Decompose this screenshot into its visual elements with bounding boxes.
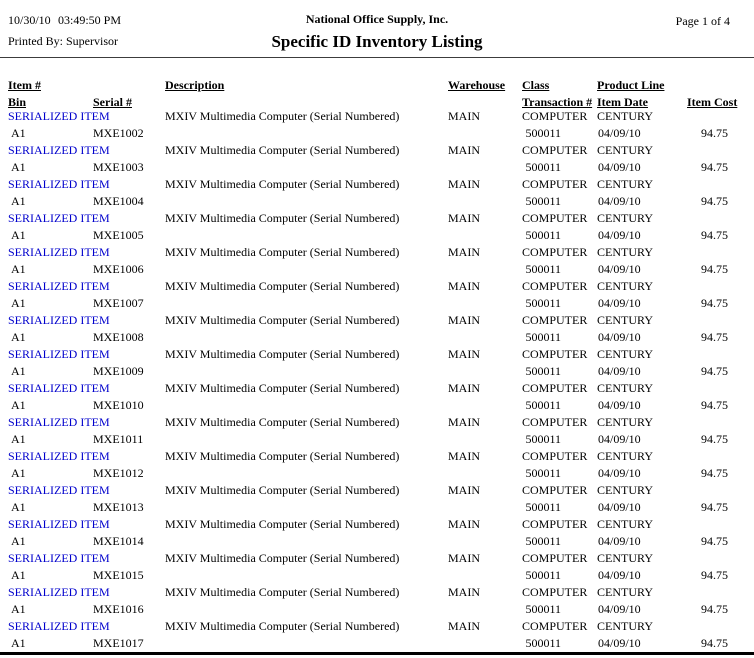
product-line-value: CENTURY bbox=[597, 279, 654, 293]
item-description: MXIV Multimedia Computer (Serial Numbered) bbox=[165, 551, 400, 565]
class-value: COMPUTER bbox=[522, 551, 588, 565]
class-value: COMPUTER bbox=[522, 245, 588, 259]
item-number-link[interactable]: SERIALIZED ITEM bbox=[8, 109, 110, 123]
class-value: COMPUTER bbox=[522, 109, 588, 123]
warehouse-value: MAIN bbox=[448, 109, 480, 123]
bin-value: A1 bbox=[11, 160, 26, 174]
serial-number-value: MXE1016 bbox=[93, 602, 144, 616]
item-number-link[interactable]: SERIALIZED ITEM bbox=[8, 551, 110, 565]
table-row bbox=[0, 312, 754, 346]
item-number-link[interactable]: SERIALIZED ITEM bbox=[8, 415, 110, 429]
class-value: COMPUTER bbox=[522, 143, 588, 157]
transaction-number-value: 500011 bbox=[525, 330, 561, 344]
item-cost-value: 94.75 bbox=[701, 364, 728, 378]
product-line-value: CENTURY bbox=[597, 177, 654, 191]
transaction-number-value: 500011 bbox=[525, 364, 561, 378]
item-number-link[interactable]: SERIALIZED ITEM bbox=[8, 313, 110, 327]
item-number-link[interactable]: SERIALIZED ITEM bbox=[8, 347, 110, 361]
warehouse-value: MAIN bbox=[448, 177, 480, 191]
item-cost-value: 94.75 bbox=[701, 296, 728, 310]
warehouse-value: MAIN bbox=[448, 415, 480, 429]
class-value: COMPUTER bbox=[522, 347, 588, 361]
footer-rule bbox=[0, 652, 754, 655]
item-number-link[interactable]: SERIALIZED ITEM bbox=[8, 381, 110, 395]
warehouse-value: MAIN bbox=[448, 449, 480, 463]
col-header-item-number: Item # bbox=[8, 78, 41, 92]
serial-number-value: MXE1014 bbox=[93, 534, 144, 548]
report-time: 03:49:50 PM bbox=[58, 13, 122, 27]
item-number-link[interactable]: SERIALIZED ITEM bbox=[8, 177, 110, 191]
table-row bbox=[0, 380, 754, 414]
bin-value: A1 bbox=[11, 500, 26, 514]
transaction-number-value: 500011 bbox=[525, 602, 561, 616]
item-cost-value: 94.75 bbox=[701, 568, 728, 582]
item-date-value: 04/09/10 bbox=[598, 262, 641, 276]
report-date: 10/30/10 bbox=[8, 13, 51, 27]
header-rule bbox=[0, 57, 754, 58]
bin-value: A1 bbox=[11, 636, 26, 650]
warehouse-value: MAIN bbox=[448, 347, 480, 361]
serial-number-value: MXE1004 bbox=[93, 194, 144, 208]
item-cost-value: 94.75 bbox=[701, 602, 728, 616]
item-number-link[interactable]: SERIALIZED ITEM bbox=[8, 279, 110, 293]
bin-value: A1 bbox=[11, 364, 26, 378]
product-line-value: CENTURY bbox=[597, 415, 654, 429]
product-line-value: CENTURY bbox=[597, 245, 654, 259]
item-date-value: 04/09/10 bbox=[598, 636, 641, 650]
item-number-link[interactable]: SERIALIZED ITEM bbox=[8, 143, 110, 157]
item-description: MXIV Multimedia Computer (Serial Numbered) bbox=[165, 585, 400, 599]
table-row bbox=[0, 142, 754, 176]
item-number-link[interactable]: SERIALIZED ITEM bbox=[8, 619, 110, 633]
item-description: MXIV Multimedia Computer (Serial Numbered) bbox=[165, 619, 400, 633]
table-row bbox=[0, 448, 754, 482]
table-row bbox=[0, 550, 754, 584]
class-value: COMPUTER bbox=[522, 381, 588, 395]
product-line-value: CENTURY bbox=[597, 347, 654, 361]
item-date-value: 04/09/10 bbox=[598, 466, 641, 480]
item-description: MXIV Multimedia Computer (Serial Numbered) bbox=[165, 517, 400, 531]
table-row bbox=[0, 108, 754, 142]
serial-number-value: MXE1015 bbox=[93, 568, 144, 582]
bin-value: A1 bbox=[11, 296, 26, 310]
item-description: MXIV Multimedia Computer (Serial Numbered) bbox=[165, 211, 400, 225]
item-date-value: 04/09/10 bbox=[598, 160, 641, 174]
inventory-rows bbox=[0, 108, 754, 652]
product-line-value: CENTURY bbox=[597, 449, 654, 463]
col-header-serial-number: Serial # bbox=[93, 95, 132, 109]
transaction-number-value: 500011 bbox=[525, 398, 561, 412]
item-cost-value: 94.75 bbox=[701, 126, 728, 140]
bin-value: A1 bbox=[11, 602, 26, 616]
product-line-value: CENTURY bbox=[597, 483, 654, 497]
class-value: COMPUTER bbox=[522, 313, 588, 327]
transaction-number-value: 500011 bbox=[525, 262, 561, 276]
serial-number-value: MXE1009 bbox=[93, 364, 144, 378]
item-date-value: 04/09/10 bbox=[598, 364, 641, 378]
col-header-bin: Bin bbox=[8, 95, 27, 109]
warehouse-value: MAIN bbox=[448, 143, 480, 157]
table-row bbox=[0, 244, 754, 278]
warehouse-value: MAIN bbox=[448, 245, 480, 259]
product-line-value: CENTURY bbox=[597, 211, 654, 225]
col-header-class: Class bbox=[522, 78, 550, 92]
item-description: MXIV Multimedia Computer (Serial Numbered) bbox=[165, 177, 400, 191]
transaction-number-value: 500011 bbox=[525, 296, 561, 310]
col-header-description: Description bbox=[165, 78, 225, 92]
item-number-link[interactable]: SERIALIZED ITEM bbox=[8, 483, 110, 497]
item-number-link[interactable]: SERIALIZED ITEM bbox=[8, 517, 110, 531]
item-cost-value: 94.75 bbox=[701, 636, 728, 650]
col-header-product-line: Product Line bbox=[597, 78, 665, 92]
serial-number-value: MXE1007 bbox=[93, 296, 144, 310]
serial-number-value: MXE1011 bbox=[93, 432, 144, 446]
bin-value: A1 bbox=[11, 330, 26, 344]
item-number-link[interactable]: SERIALIZED ITEM bbox=[8, 211, 110, 225]
table-row bbox=[0, 278, 754, 312]
item-description: MXIV Multimedia Computer (Serial Numbered) bbox=[165, 347, 400, 361]
warehouse-value: MAIN bbox=[448, 619, 480, 633]
warehouse-value: MAIN bbox=[448, 211, 480, 225]
serial-number-value: MXE1017 bbox=[93, 636, 144, 650]
item-cost-value: 94.75 bbox=[701, 500, 728, 514]
transaction-number-value: 500011 bbox=[525, 126, 561, 140]
transaction-number-value: 500011 bbox=[525, 160, 561, 174]
class-value: COMPUTER bbox=[522, 619, 588, 633]
warehouse-value: MAIN bbox=[448, 313, 480, 327]
item-description: MXIV Multimedia Computer (Serial Numbered) bbox=[165, 415, 400, 429]
transaction-number-value: 500011 bbox=[525, 500, 561, 514]
product-line-value: CENTURY bbox=[597, 585, 654, 599]
item-description: MXIV Multimedia Computer (Serial Numbered) bbox=[165, 245, 400, 259]
item-cost-value: 94.75 bbox=[701, 432, 728, 446]
class-value: COMPUTER bbox=[522, 517, 588, 531]
item-cost-value: 94.75 bbox=[701, 466, 728, 480]
col-header-item-date: Item Date bbox=[597, 95, 648, 109]
warehouse-value: MAIN bbox=[448, 381, 480, 395]
item-date-value: 04/09/10 bbox=[598, 602, 641, 616]
warehouse-value: MAIN bbox=[448, 483, 480, 497]
class-value: COMPUTER bbox=[522, 585, 588, 599]
item-date-value: 04/09/10 bbox=[598, 228, 641, 242]
item-date-value: 04/09/10 bbox=[598, 534, 641, 548]
col-header-warehouse: Warehouse bbox=[448, 78, 506, 92]
bin-value: A1 bbox=[11, 228, 26, 242]
serial-number-value: MXE1010 bbox=[93, 398, 144, 412]
item-description: MXIV Multimedia Computer (Serial Numbered) bbox=[165, 381, 400, 395]
transaction-number-value: 500011 bbox=[525, 228, 561, 242]
table-row bbox=[0, 516, 754, 550]
table-row bbox=[0, 414, 754, 448]
bin-value: A1 bbox=[11, 568, 26, 582]
item-number-link[interactable]: SERIALIZED ITEM bbox=[8, 585, 110, 599]
bin-value: A1 bbox=[11, 534, 26, 548]
serial-number-value: MXE1002 bbox=[93, 126, 144, 140]
item-description: MXIV Multimedia Computer (Serial Numbered) bbox=[165, 279, 400, 293]
item-description: MXIV Multimedia Computer (Serial Numbered) bbox=[165, 449, 400, 463]
bin-value: A1 bbox=[11, 194, 26, 208]
product-line-value: CENTURY bbox=[597, 551, 654, 565]
transaction-number-value: 500011 bbox=[525, 534, 561, 548]
item-description: MXIV Multimedia Computer (Serial Numbered) bbox=[165, 483, 400, 497]
item-description: MXIV Multimedia Computer (Serial Numbered) bbox=[165, 109, 400, 123]
bin-value: A1 bbox=[11, 262, 26, 276]
serial-number-value: MXE1008 bbox=[93, 330, 144, 344]
transaction-number-value: 500011 bbox=[525, 432, 561, 446]
product-line-value: CENTURY bbox=[597, 517, 654, 531]
class-value: COMPUTER bbox=[522, 415, 588, 429]
printed-by: Printed By: Supervisor bbox=[8, 34, 118, 48]
serial-number-value: MXE1003 bbox=[93, 160, 144, 174]
table-row bbox=[0, 346, 754, 380]
warehouse-value: MAIN bbox=[448, 585, 480, 599]
item-cost-value: 94.75 bbox=[701, 330, 728, 344]
item-number-link[interactable]: SERIALIZED ITEM bbox=[8, 245, 110, 259]
serial-number-value: MXE1006 bbox=[93, 262, 144, 276]
serial-number-value: MXE1012 bbox=[93, 466, 144, 480]
item-cost-value: 94.75 bbox=[701, 398, 728, 412]
item-description: MXIV Multimedia Computer (Serial Numbered) bbox=[165, 313, 400, 327]
item-cost-value: 94.75 bbox=[701, 228, 728, 242]
page-number: Page 1 of 4 bbox=[675, 14, 730, 28]
serial-number-value: MXE1013 bbox=[93, 500, 144, 514]
company-name: National Office Supply, Inc. bbox=[305, 12, 449, 26]
bin-value: A1 bbox=[11, 466, 26, 480]
item-date-value: 04/09/10 bbox=[598, 568, 641, 582]
class-value: COMPUTER bbox=[522, 483, 588, 497]
item-date-value: 04/09/10 bbox=[598, 330, 641, 344]
col-header-item-cost: Item Cost bbox=[687, 95, 738, 109]
item-date-value: 04/09/10 bbox=[598, 500, 641, 514]
item-cost-value: 94.75 bbox=[701, 262, 728, 276]
item-cost-value: 94.75 bbox=[701, 160, 728, 174]
class-value: COMPUTER bbox=[522, 279, 588, 293]
transaction-number-value: 500011 bbox=[525, 568, 561, 582]
transaction-number-value: 500011 bbox=[525, 636, 561, 650]
item-date-value: 04/09/10 bbox=[598, 432, 641, 446]
serial-number-value: MXE1005 bbox=[93, 228, 144, 242]
warehouse-value: MAIN bbox=[448, 517, 480, 531]
table-row bbox=[0, 210, 754, 244]
item-description: MXIV Multimedia Computer (Serial Numbered) bbox=[165, 143, 400, 157]
item-date-value: 04/09/10 bbox=[598, 126, 641, 140]
product-line-value: CENTURY bbox=[597, 619, 654, 633]
table-row bbox=[0, 584, 754, 618]
item-date-value: 04/09/10 bbox=[598, 194, 641, 208]
item-cost-value: 94.75 bbox=[701, 534, 728, 548]
bin-value: A1 bbox=[11, 398, 26, 412]
product-line-value: CENTURY bbox=[597, 143, 654, 157]
table-row bbox=[0, 618, 754, 652]
product-line-value: CENTURY bbox=[597, 381, 654, 395]
class-value: COMPUTER bbox=[522, 211, 588, 225]
product-line-value: CENTURY bbox=[597, 313, 654, 327]
item-cost-value: 94.75 bbox=[701, 194, 728, 208]
item-number-link[interactable]: SERIALIZED ITEM bbox=[8, 449, 110, 463]
warehouse-value: MAIN bbox=[448, 551, 480, 565]
item-date-value: 04/09/10 bbox=[598, 398, 641, 412]
transaction-number-value: 500011 bbox=[525, 194, 561, 208]
transaction-number-value: 500011 bbox=[525, 466, 561, 480]
table-row bbox=[0, 482, 754, 516]
report-title: Specific ID Inventory Listing bbox=[271, 32, 483, 51]
warehouse-value: MAIN bbox=[448, 279, 480, 293]
col-header-transaction-number: Transaction # bbox=[522, 95, 593, 109]
item-date-value: 04/09/10 bbox=[598, 296, 641, 310]
bin-value: A1 bbox=[11, 126, 26, 140]
class-value: COMPUTER bbox=[522, 177, 588, 191]
table-row bbox=[0, 176, 754, 210]
bin-value: A1 bbox=[11, 432, 26, 446]
product-line-value: CENTURY bbox=[597, 109, 654, 123]
class-value: COMPUTER bbox=[522, 449, 588, 463]
